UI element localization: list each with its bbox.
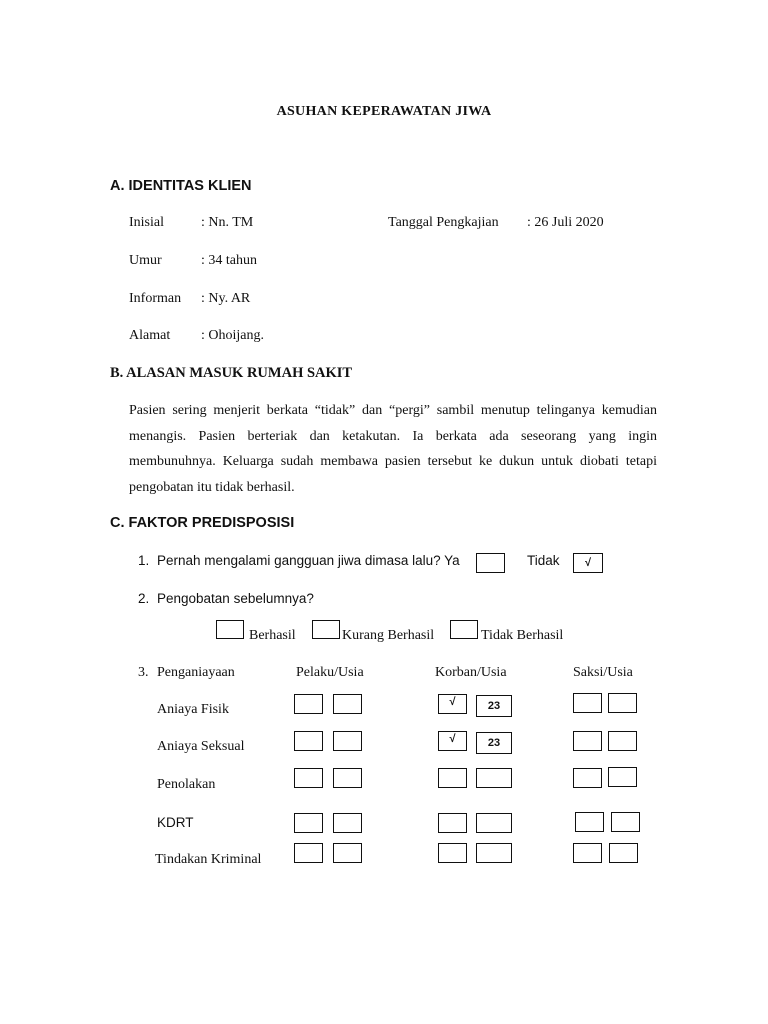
q1-number: 1. xyxy=(138,553,150,568)
document-title: ASUHAN KEPERAWATAN JIWA xyxy=(276,104,492,119)
row-label-aniaya-fisik: Aniaya Fisik xyxy=(157,702,229,717)
q1-tidak-checkbox[interactable]: √ xyxy=(573,553,603,573)
row-label-aniaya-seksual: Aniaya Seksual xyxy=(157,739,245,754)
tindakan-kriminal-saksi-age[interactable] xyxy=(609,843,638,863)
q2-berhasil-checkbox[interactable] xyxy=(216,620,244,639)
field-value-alamat: : Ohoijang. xyxy=(201,328,264,343)
field-label-umur: Umur xyxy=(129,253,162,268)
kdrt-saksi-checkbox[interactable] xyxy=(575,812,604,832)
date-value: : 26 Juli 2020 xyxy=(527,215,604,230)
q1-ya-checkbox[interactable] xyxy=(476,553,505,573)
row-label-kdrt: KDRT xyxy=(157,815,194,830)
aniaya-seksual-pelaku-checkbox[interactable] xyxy=(294,731,323,751)
tindakan-kriminal-pelaku-checkbox[interactable] xyxy=(294,843,323,863)
field-label-inisial: Inisial xyxy=(129,215,164,230)
field-value-umur: : 34 tahun xyxy=(201,253,257,268)
penolakan-saksi-checkbox[interactable] xyxy=(573,768,602,788)
field-value-inisial: : Nn. TM xyxy=(201,215,254,230)
penolakan-korban-age[interactable] xyxy=(476,768,512,788)
q2-tidak-berhasil-label: Tidak Berhasil xyxy=(481,628,564,643)
q1-tidak-label: Tidak xyxy=(527,553,560,568)
penolakan-korban-checkbox[interactable] xyxy=(438,768,467,788)
date-label: Tanggal Pengkajian xyxy=(388,215,499,230)
q1-text: Pernah mengalami gangguan jiwa dimasa lalu? Ya xyxy=(157,553,460,568)
aniaya-seksual-pelaku-age[interactable] xyxy=(333,731,362,751)
row-label-tindakan-kriminal: Tindakan Kriminal xyxy=(155,852,262,867)
aniaya-fisik-pelaku-checkbox[interactable] xyxy=(294,694,323,714)
q2-kurang-berhasil-label: Kurang Berhasil xyxy=(342,628,435,643)
kdrt-pelaku-age[interactable] xyxy=(333,813,362,833)
row-label-penolakan: Penolakan xyxy=(157,777,216,792)
section-c-heading: C. FAKTOR PREDISPOSISI xyxy=(110,515,295,531)
field-value-informan: : Ny. AR xyxy=(201,291,251,306)
section-b-paragraph: Pasien sering menjerit berkata “tidak” dan “pergi” sambil menutup telinganya kemudian menangis. Pasien berteriak dan ketakutan. Ia berkata ada seseorang yang ingin membunuhnya. Keluarga sudah membawa pasien tersebut ke dukun untuk diobati tetapi pengobatan itu tidak berhasil. xyxy=(129,403,657,496)
penolakan-pelaku-age[interactable] xyxy=(333,768,362,788)
kdrt-korban-checkbox[interactable] xyxy=(438,813,467,833)
tindakan-kriminal-saksi-checkbox[interactable] xyxy=(573,843,602,863)
column-saksi: Saksi/Usia xyxy=(573,665,633,680)
aniaya-seksual-saksi-checkbox[interactable] xyxy=(573,731,602,751)
aniaya-fisik-korban-age[interactable]: 23 xyxy=(476,695,512,717)
aniaya-fisik-korban-checkbox[interactable]: √ xyxy=(438,694,467,714)
q2-tidak-berhasil-checkbox[interactable] xyxy=(450,620,478,639)
kdrt-korban-age[interactable] xyxy=(476,813,512,833)
field-label-informan: Informan xyxy=(129,291,182,306)
penolakan-saksi-age[interactable] xyxy=(608,767,637,787)
column-pelaku: Pelaku/Usia xyxy=(296,665,364,680)
q3-label: Penganiayaan xyxy=(157,665,235,680)
kdrt-saksi-age[interactable] xyxy=(611,812,640,832)
q2-text: Pengobatan sebelumnya? xyxy=(157,591,314,606)
field-label-alamat: Alamat xyxy=(129,328,171,343)
q3-number: 3. xyxy=(138,665,149,680)
q2-number: 2. xyxy=(138,591,150,606)
tindakan-kriminal-korban-checkbox[interactable] xyxy=(438,843,467,863)
tindakan-kriminal-korban-age[interactable] xyxy=(476,843,512,863)
kdrt-pelaku-checkbox[interactable] xyxy=(294,813,323,833)
aniaya-seksual-korban-age[interactable]: 23 xyxy=(476,732,512,754)
aniaya-fisik-saksi-age[interactable] xyxy=(608,693,637,713)
aniaya-fisik-pelaku-age[interactable] xyxy=(333,694,362,714)
q2-kurang-berhasil-checkbox[interactable] xyxy=(312,620,340,639)
tindakan-kriminal-pelaku-age[interactable] xyxy=(333,843,362,863)
aniaya-seksual-korban-checkbox[interactable]: √ xyxy=(438,731,467,751)
aniaya-seksual-saksi-age[interactable] xyxy=(608,731,637,751)
section-a-heading: A. IDENTITAS KLIEN xyxy=(110,178,252,194)
section-b-heading: B. ALASAN MASUK RUMAH SAKIT xyxy=(110,365,353,381)
column-korban: Korban/Usia xyxy=(435,665,507,680)
penolakan-pelaku-checkbox[interactable] xyxy=(294,768,323,788)
q2-berhasil-label: Berhasil xyxy=(249,628,296,643)
aniaya-fisik-saksi-checkbox[interactable] xyxy=(573,693,602,713)
